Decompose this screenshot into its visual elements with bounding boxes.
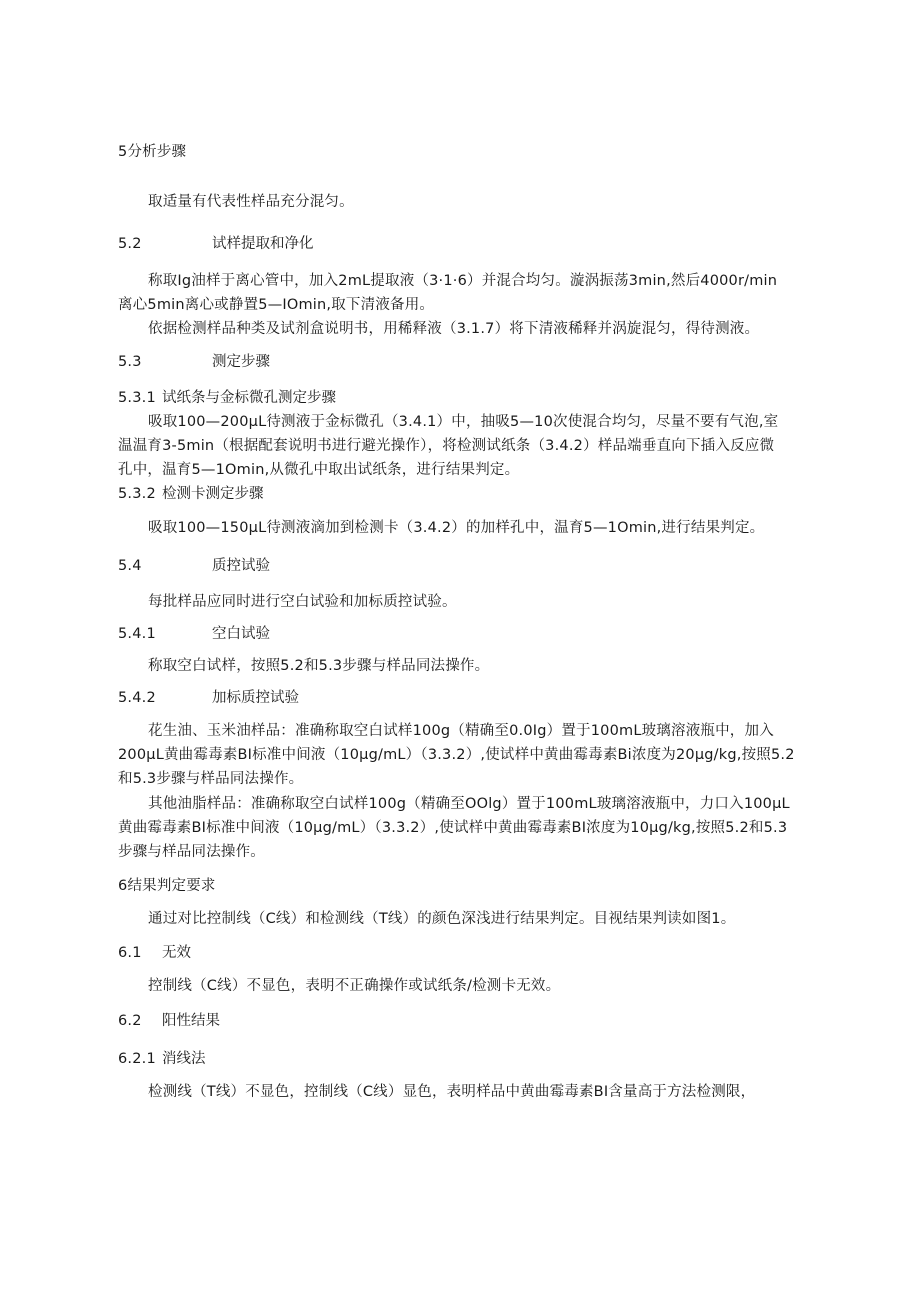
section-title-5-3-2: 检测卡测定步骤 <box>162 486 264 502</box>
section-number-5-3-1: 5.3.1 <box>118 390 156 406</box>
section-title-5-2: 试样提取和净化 <box>212 236 314 252</box>
section-number-6-2: 6.2 <box>118 1013 142 1029</box>
paragraph-line: 每批样品应同时进行空白试验和加标质控试验。 <box>148 594 457 610</box>
section-title-6-1: 无效 <box>162 945 191 961</box>
section-number-5-4: 5.4 <box>118 558 142 574</box>
paragraph-line: 离心5min离心或静置5—IOmin,取下清液备用。 <box>118 297 435 313</box>
paragraph-line: 依据检测样品种类及试剂盒说明书，用稀释液（3.1.7）将下清液稀释并涡旋混匀，得待测液。 <box>148 321 760 337</box>
paragraph-line: 黄曲霉毒素BI标准中间液（10μg∕mL）（3.3.2）,使试样中黄曲霉毒素BI浓度为10μg∕kg,按照5.2和5.3 <box>118 820 788 836</box>
section-number-5-3-2: 5.3.2 <box>118 486 156 502</box>
paragraph-line: 200μL黄曲霉毒素BI标准中间液（10μg∕mL）（3.3.2）,使试样中黄曲霉毒素Bi浓度为20μg∕kg,按照5.2 <box>118 747 795 763</box>
section-number-5-4-2: 5.4.2 <box>118 690 156 706</box>
paragraph-line: 取适量有代表性样品充分混匀。 <box>148 194 354 210</box>
section-title-6-2-1: 消线法 <box>162 1051 206 1067</box>
paragraph-line: 和5.3步骤与样品同法操作。 <box>118 771 304 787</box>
paragraph-line: 步骤与样品同法操作。 <box>118 844 265 860</box>
section-title-5-4-1: 空白试验 <box>212 626 270 642</box>
section-number-5-3: 5.3 <box>118 354 142 370</box>
section-heading-5 <box>118 142 186 162</box>
section-number-6-1: 6.1 <box>118 945 142 961</box>
paragraph-line: 称取Ig油样于离心管中，加入2mL提取液（3·1·6）并混合均匀。漩涡振荡3min,然后4000r/min <box>148 273 778 289</box>
section-title-5-3-1: 试纸条与金标微孔测定步骤 <box>162 390 336 406</box>
paragraph-line: 花生油、玉米油样品：准确称取空白试样100g（精确至0.0Ig）置于100mL玻璃溶液瓶中，加入 <box>148 723 774 739</box>
paragraph-line: 检测线（T线）不显色，控制线（C线）显色，表明样品中黄曲霉毒素BI含量高于方法检测限， <box>148 1084 756 1100</box>
paragraph-line: 控制线（C线）不显色，表明不正确操作或试纸条/检测卡无效。 <box>148 978 561 994</box>
section-number: 6 <box>118 878 128 894</box>
section-number: 5 <box>118 144 128 160</box>
section-title-6-2: 阳性结果 <box>162 1013 220 1029</box>
section-title: 分析步骤 <box>127 144 187 160</box>
paragraph-line: 吸取100—150μL待测液滴加到检测卡（3.4.2）的加样孔中，温育5—1Omin,进行结果判定。 <box>148 520 765 536</box>
section-title-5-4: 质控试验 <box>212 558 270 574</box>
paragraph-line: 通过对比控制线（C线）和检测线（T线）的颜色深浅进行结果判定。目视结果判读如图1。 <box>148 911 736 927</box>
section-number-5-4-1: 5.4.1 <box>118 626 156 642</box>
paragraph-line: 吸取100—200μL待测液于金标微孔（3.4.1）中，抽吸5—10次使混合均匀，尽量不要有气泡,室 <box>148 414 779 430</box>
paragraph-line: 其他油脂样品：准确称取空白试样100g（精确至OOlg）置于100mL玻璃溶液瓶中，力口入100μL <box>148 796 790 812</box>
section-number-5-2: 5.2 <box>118 236 142 252</box>
paragraph-line: 孔中，温育5—1Omin,从微孔中取出试纸条，进行结果判定。 <box>118 462 520 478</box>
section-title-5-3: 测定步骤 <box>212 354 270 370</box>
section-title-5-4-2: 加标质控试验 <box>212 690 299 706</box>
section-number-6-2-1: 6.2.1 <box>118 1051 156 1067</box>
section-title: 结果判定要求 <box>127 878 216 894</box>
paragraph-line: 称取空白试样，按照5.2和5.3步骤与样品同法操作。 <box>148 658 490 674</box>
paragraph-line: 温温育3-5min（根据配套说明书进行避光操作），将检测试纸条（3.4.2）样品端垂直向下插入反应微 <box>118 438 775 454</box>
section-heading-6 <box>118 876 216 896</box>
